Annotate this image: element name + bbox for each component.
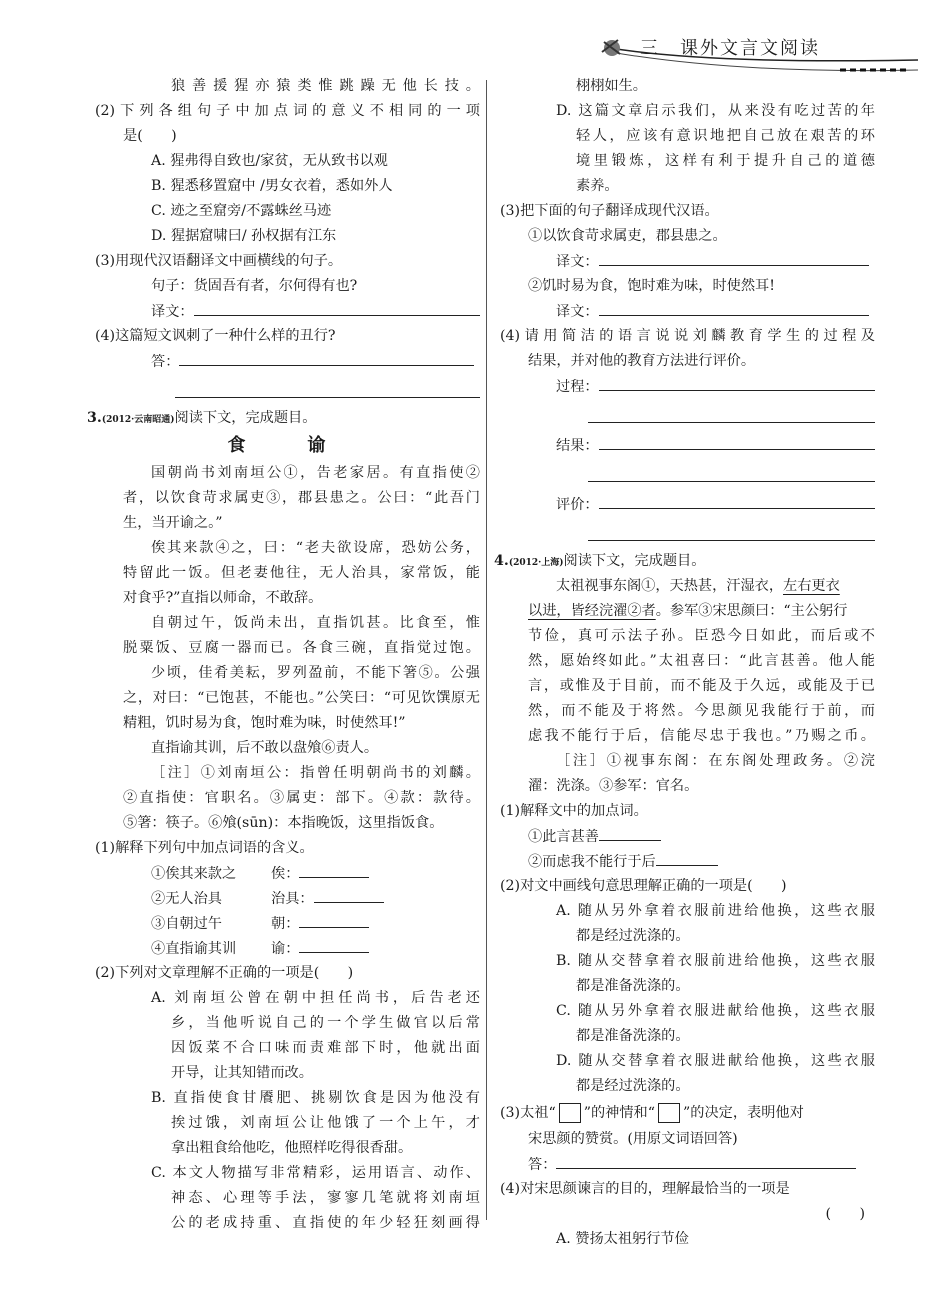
- word-input[interactable]: [599, 824, 661, 841]
- option-a[interactable]: A. 随从另外拿着衣服前进给他换，这些衣服: [556, 903, 875, 919]
- passage-line: 节俭，真可示法子孙。臣恐今日如此，而后或不: [528, 628, 875, 644]
- option-b-cont: 都是准备洗涤的。: [576, 978, 690, 994]
- word-input[interactable]: [299, 861, 369, 878]
- option-d-cont: 都是经过洗涤的。: [576, 1078, 690, 1094]
- note-line: 濯：洗涤。③参军：官名。: [528, 778, 699, 794]
- option-c-cont: 公的老成持重、直指使的年少轻狂刻画得: [171, 1215, 480, 1231]
- word-item: ④直指谕其训 谕：: [95, 936, 480, 961]
- text-line: 狼善援猩亦猿类惟跳躁无他长技。: [171, 78, 480, 94]
- page-header: [590, 30, 920, 78]
- question-stem: (2)下列对文章理解不正确的一项是( ): [95, 965, 354, 981]
- note-line: ［注］①视事东阁：在东阁处理政务。②浣: [556, 753, 875, 769]
- option-a-cont: 乡，当他听说自己的一个学生做官以后常: [171, 1015, 480, 1031]
- option-d[interactable]: D. 随从交替拿着衣服进献给他换，这些衣服: [556, 1053, 875, 1069]
- answer-line[interactable]: [588, 458, 875, 482]
- note-line: ⑤箸：筷子。⑥飧(sūn)：本指晚饭，这里指饭食。: [123, 815, 444, 831]
- word-item: ①此言甚善: [500, 824, 875, 849]
- passage-line: 俟其来款④之，曰：“老夫欲设席，恐妨公务，: [151, 540, 480, 556]
- option-d-cont: 轻人，应该有意识地把自己放在艰苦的环: [576, 128, 875, 144]
- answer-line[interactable]: [175, 374, 480, 398]
- option-c[interactable]: C. 本文人物描写非常精彩，运用语言、动作、: [151, 1165, 480, 1181]
- passage-line: 少顷，佳肴美耘，罗列盈前，不能下箸⑤。公强: [151, 665, 480, 681]
- sentence: ②饥时易为食，饱时难为味，时使然耳!: [528, 278, 775, 294]
- question-stem: 结果，并对他的教育方法进行评价。: [528, 353, 756, 369]
- result-input[interactable]: [599, 433, 875, 450]
- note-line: ［注］①刘南垣公：指曾任明朝尚书的刘麟。: [151, 765, 480, 781]
- option-a-cont: 因饭菜不合口味而责难部下时，他就出面: [171, 1040, 480, 1056]
- answer-paren[interactable]: ( ): [825, 1206, 865, 1222]
- note-line: ②直指使：官职名。③属吏：部下。④款：款待。: [123, 790, 480, 806]
- question-stem: (3)用现代汉语翻译文中画横线的句子。: [95, 253, 343, 269]
- passage-heading: 4.(2012·上海)阅读下文，完成题目。: [494, 553, 706, 569]
- translation-input[interactable]: [599, 299, 869, 316]
- translation-row: 译文：: [500, 249, 875, 274]
- passage-line: 之，对曰：“已饱甚，不能也。”公笑曰：“可见饮馔原无: [123, 690, 480, 706]
- passage-line: 脱粟饭、豆腐一器而已。各食三碗，直指觉过饱。: [123, 640, 480, 656]
- option-a-cont: 开导，让其知错而改。: [171, 1065, 313, 1081]
- option-a[interactable]: A. 刘南垣公曾在朝中担任尚书，后告老还: [151, 990, 480, 1006]
- passage-line: 特留此一饭。但老妻他往，无人治具，家常饭，能: [123, 565, 480, 581]
- option-b-cont: 挨过饿，刘南垣公让他饿了一个上午，才: [171, 1115, 480, 1131]
- answer-row: 过程：: [500, 374, 875, 399]
- option-a[interactable]: A. 猩弗得自致也/家贫，无从致书以观: [151, 153, 388, 169]
- question-stem: (4)这篇短文讽刺了一种什么样的丑行?: [95, 328, 336, 344]
- left-column: [87, 74, 480, 1236]
- option-c[interactable]: C. 随从另外拿着衣服进献给他换，这些衣服: [556, 1003, 875, 1019]
- translation-row: 译文：: [500, 299, 875, 324]
- answer-box[interactable]: [559, 1103, 581, 1123]
- option-a[interactable]: A. 赞扬太祖躬行节俭: [556, 1231, 689, 1247]
- option-c-cont: 都是准备洗涤的。: [576, 1028, 690, 1044]
- word-item: ②无人治具 治具：: [95, 886, 480, 911]
- word-item: ②而虑我不能行于后: [500, 849, 875, 874]
- section-title: 三 课外文言文阅读: [640, 38, 820, 59]
- sentence: ①以饮食苛求属吏，郡县患之。: [528, 228, 727, 244]
- question-stem: (2)对文中画线句意思理解正确的一项是( ): [500, 878, 787, 894]
- word-item: ③自朝过午 朝：: [95, 911, 480, 936]
- word-input[interactable]: [656, 849, 718, 866]
- question-stem: (3)太祖“ ”的神情和“ ”的决定，表明他对: [500, 1105, 804, 1121]
- passage-line: 太祖视事东阁①，天热甚，汗湿衣，左右更衣: [556, 578, 840, 594]
- word-input[interactable]: [299, 911, 369, 928]
- passage-line: 者，以饮食苛求属吏③，郡县患之。公曰：“此吾门: [123, 490, 480, 506]
- option-d-cont: 境里锻炼，这样有利于提升自己的道德: [576, 153, 875, 169]
- passage-title: 食 谕: [227, 435, 348, 456]
- option-c[interactable]: C. 迹之至窟旁/不露蛛丝马迹: [151, 203, 332, 219]
- translation-row: 译文：: [95, 299, 480, 324]
- question-stem: (4)对宋思颜谏言的目的，理解最恰当的一项是: [500, 1181, 790, 1197]
- question-stem: (2)下列各组句子中加点词的意义不相同的一项: [95, 103, 480, 119]
- passage-line: 言，或惟及于目前，而不能及于久远，或能及于已: [528, 678, 875, 694]
- answer-row: 结果：: [500, 433, 875, 458]
- answer-line[interactable]: [588, 517, 875, 541]
- question-stem: (3)把下面的句子翻译成现代汉语。: [500, 203, 719, 219]
- evaluation-input[interactable]: [599, 492, 875, 509]
- question-stem: (4)请用简洁的语言说说刘麟教育学生的过程及: [500, 328, 875, 344]
- answer-row: 答：: [95, 349, 480, 374]
- process-input[interactable]: [599, 374, 875, 391]
- passage-line: 然，愿始终如此。”太祖喜曰：“此言甚善。他人能: [528, 653, 875, 669]
- passage-line: 生，当开谕之。”: [123, 515, 223, 531]
- answer-line[interactable]: [588, 399, 875, 423]
- sentence: 句子：货固吾有者，尔何得有也?: [151, 278, 358, 294]
- passage-line: 国朝尚书刘南垣公①，告老家居。有直指使②: [151, 465, 480, 481]
- answer-input[interactable]: [179, 349, 474, 366]
- option-b[interactable]: B. 猩悉移置窟中 /男女衣着，悉如外人: [151, 178, 393, 194]
- passage-line: 对食乎?”直指以师命，不敢辞。: [123, 590, 323, 606]
- option-d[interactable]: D. 这篇文章启示我们，从来没有吃过苦的年: [556, 103, 875, 119]
- question-stem: (1)解释下列句中加点词语的含义。: [95, 840, 314, 856]
- option-a-cont: 都是经过洗涤的。: [576, 928, 690, 944]
- question-stem: 宋思颜的赞赏。(用原文词语回答): [528, 1131, 738, 1147]
- word-input[interactable]: [314, 886, 384, 903]
- option-d-cont: 素养。: [576, 178, 619, 194]
- option-d[interactable]: D. 猩据窟啸曰/ 孙权据有江东: [151, 228, 337, 244]
- question-stem: (1)解释文中的加点词。: [500, 803, 648, 819]
- option-b[interactable]: B. 直指使食甘餍肥、挑剔饮食是因为他没有: [151, 1090, 480, 1106]
- answer-input[interactable]: [556, 1152, 856, 1169]
- passage-line: 直指谕其训，后不敢以盘飧⑥责人。: [151, 740, 379, 756]
- answer-box[interactable]: [658, 1103, 680, 1123]
- answer-row: 评价：: [500, 492, 875, 517]
- word-item: ①俟其来款之 俟：: [95, 861, 480, 886]
- option-c-cont: 神态、心理等手法，寥寥几笔就将刘南垣: [171, 1190, 480, 1206]
- passage-heading: 3.(2012·云南昭通)阅读下文，完成题目。: [87, 410, 317, 426]
- passage-line: 自朝过午，饭尚未出，直指饥甚。比食至，惟: [151, 615, 480, 631]
- word-input[interactable]: [299, 936, 369, 953]
- answer-row: 答：: [500, 1152, 875, 1177]
- question-stem: 是( ): [123, 128, 177, 144]
- passage-line: 精粗，饥时易为食，饱时难为味，时使然耳!”: [123, 715, 406, 731]
- column-divider: [486, 80, 487, 1220]
- translation-input[interactable]: [599, 249, 869, 266]
- passage-line: 以进，皆经浣濯②者。参军③宋思颜曰：“主公躬行: [528, 603, 848, 619]
- translation-input[interactable]: [194, 299, 480, 316]
- passage-line: 然，而不能及于将然。今思颜见我能行于前，而: [528, 703, 875, 719]
- option-b[interactable]: B. 随从交替拿着衣服前进给他换，这些衣服: [556, 953, 875, 969]
- option-b-cont: 拿出粗食给他吃，他照样吃得很香甜。: [171, 1140, 413, 1156]
- option-c-cont: 栩栩如生。: [576, 78, 647, 94]
- passage-line: 虑我不能行于后，信能尽忠于我也。”乃赐之币。: [528, 728, 875, 744]
- right-column: [494, 74, 875, 1252]
